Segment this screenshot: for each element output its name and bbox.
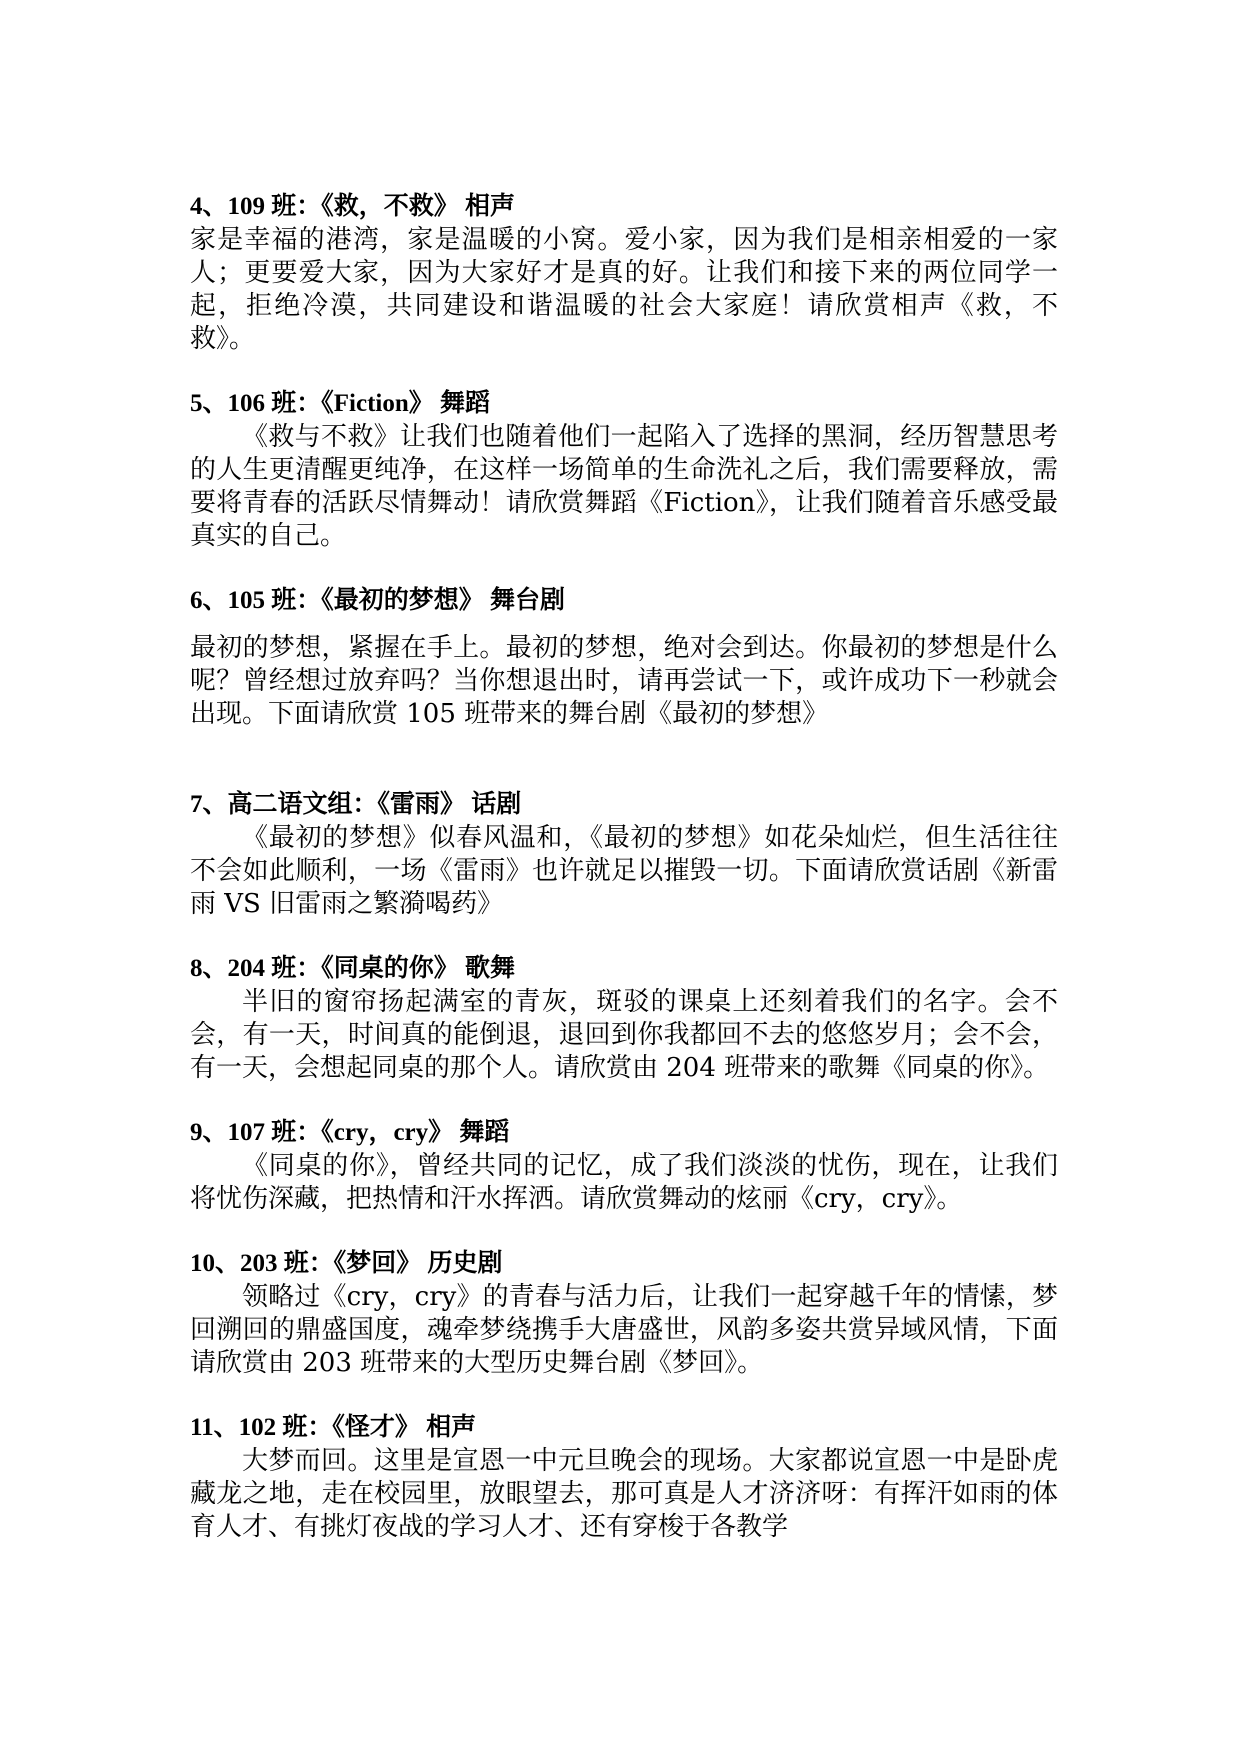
- program-heading: 4、109 班：《救，不救》 相声: [190, 193, 516, 220]
- program-heading: 11、102 班：《怪才》 相声: [190, 1414, 477, 1441]
- program-intro: 半旧的窗帘扬起满室的青灰，斑驳的课桌上还刻着我们的名字。会不会，有一天，时间真的能倒退，退回到你我都回不去的悠悠岁月；会不会，有一天，会想起同桌的那个人。请欣赏由 204 班带来的歌舞《同桌的你》。: [190, 987, 1058, 1083]
- program-intro: 《同桌的你》，曾经共同的记忆，成了我们淡淡的忧伤，现在，让我们将忧伤深藏，把热情和汗水挥洒。请欣赏舞动的炫丽《cry，cry》。: [190, 1151, 1058, 1214]
- program-heading: 7、高二语文组：《雷雨》 话剧: [190, 791, 522, 818]
- program-item-11: [190, 1411, 1058, 1544]
- program-heading: 6、105 班：《最初的梦想》 舞台剧: [190, 587, 566, 614]
- program-heading: 10、203 班：《梦回》 历史剧: [190, 1250, 503, 1277]
- document-page: [190, 190, 1058, 1544]
- program-intro: 最初的梦想，紧握在手上。最初的梦想，绝对会到达。你最初的梦想是什么呢？曾经想过放弃吗？当你想退出时，请再尝试一下，或许成功下一秒就会出现。下面请欣赏 105 班带来的舞台剧《最初的梦想》: [190, 633, 1058, 729]
- program-intro: 《最初的梦想》似春风温和，《最初的梦想》如花朵灿烂，但生活往往不会如此顺利，一场《雷雨》也许就足以摧毁一切。下面请欣赏话剧《新雷雨 VS 旧雷雨之繁漪喝药》: [190, 823, 1058, 919]
- program-item-4: [190, 190, 1058, 356]
- program-heading: 9、107 班：《cry，cry》 舞蹈: [190, 1119, 510, 1146]
- program-heading: 8、204 班：《同桌的你》 歌舞: [190, 955, 516, 982]
- program-intro: 大梦而回。这里是宣恩一中元旦晚会的现场。大家都说宣恩一中是卧虎藏龙之地，走在校园里，放眼望去，那可真是人才济济呀：有挥汗如雨的体育人才、有挑灯夜战的学习人才、还有穿梭于各教学: [190, 1446, 1058, 1542]
- program-item-10: [190, 1247, 1058, 1380]
- program-item-9: [190, 1116, 1058, 1216]
- program-intro: 《救与不救》让我们也随着他们一起陷入了选择的黑洞，经历智慧思考的人生更清醒更纯净，在这样一场简单的生命洗礼之后，我们需要释放，需要将青春的活跃尽情舞动！请欣赏舞蹈《Fiction》，让我们随着音乐感受最真实的自己。: [190, 422, 1058, 551]
- program-item-6: [190, 584, 1058, 731]
- program-heading: 5、106 班：《Fiction》 舞蹈: [190, 390, 490, 417]
- program-item-8: [190, 952, 1058, 1085]
- program-item-5: [190, 387, 1058, 553]
- program-intro: 家是幸福的港湾，家是温暖的小窝。爱小家，因为我们是相亲相爱的一家人；更要爱大家，因为大家好才是真的好。让我们和接下来的两位同学一起，拒绝冷漠，共同建设和谐温暖的社会大家庭！请欣赏相声《救，不救》。: [190, 225, 1058, 354]
- program-item-7: [190, 788, 1058, 921]
- program-intro: 领略过《cry，cry》的青春与活力后，让我们一起穿越千年的情愫，梦回溯回的鼎盛国度，魂牵梦绕携手大唐盛世，风韵多姿共赏异域风情，下面请欣赏由 203 班带来的大型历史舞台剧《梦回》。: [190, 1282, 1058, 1378]
